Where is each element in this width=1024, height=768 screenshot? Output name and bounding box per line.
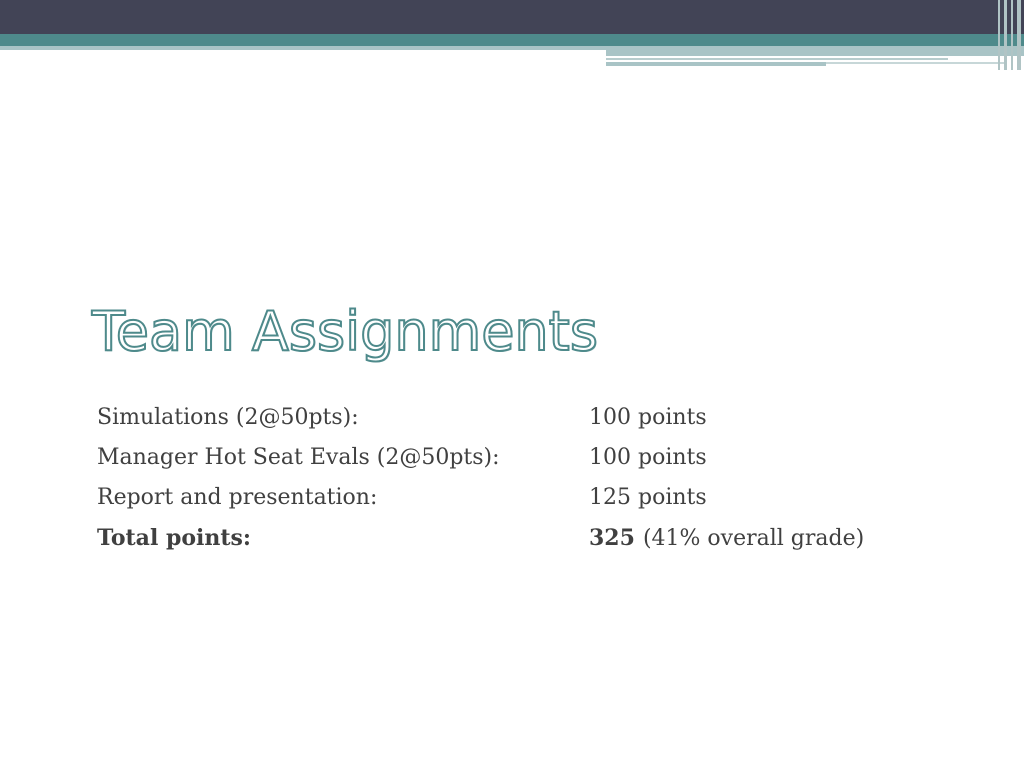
header-gap [0,50,606,70]
header-line-thin [606,62,826,66]
header-line-thin [606,58,948,60]
header-line-thin [826,62,1006,64]
header-bar-light-right [606,50,1024,56]
item-label: Manager Hot Seat Evals (2@50pts): [97,445,500,470]
total-value-group [589,518,864,559]
header-edge-lines [994,0,1024,70]
item-value: 125 points [589,485,707,510]
header-bar-dark [0,0,1024,34]
total-note: (41% overall grade) [642,526,865,551]
slide-title: Team Assignments [92,300,598,363]
item-label: Simulations (2@50pts): [97,405,359,430]
total-label: Total points: [97,525,252,551]
header-bar-teal [0,34,1024,46]
item-value: 100 points [589,445,707,470]
item-label: Report and presentation: [97,485,378,510]
item-value: 100 points [589,405,707,430]
total-value: 325 [589,525,635,551]
